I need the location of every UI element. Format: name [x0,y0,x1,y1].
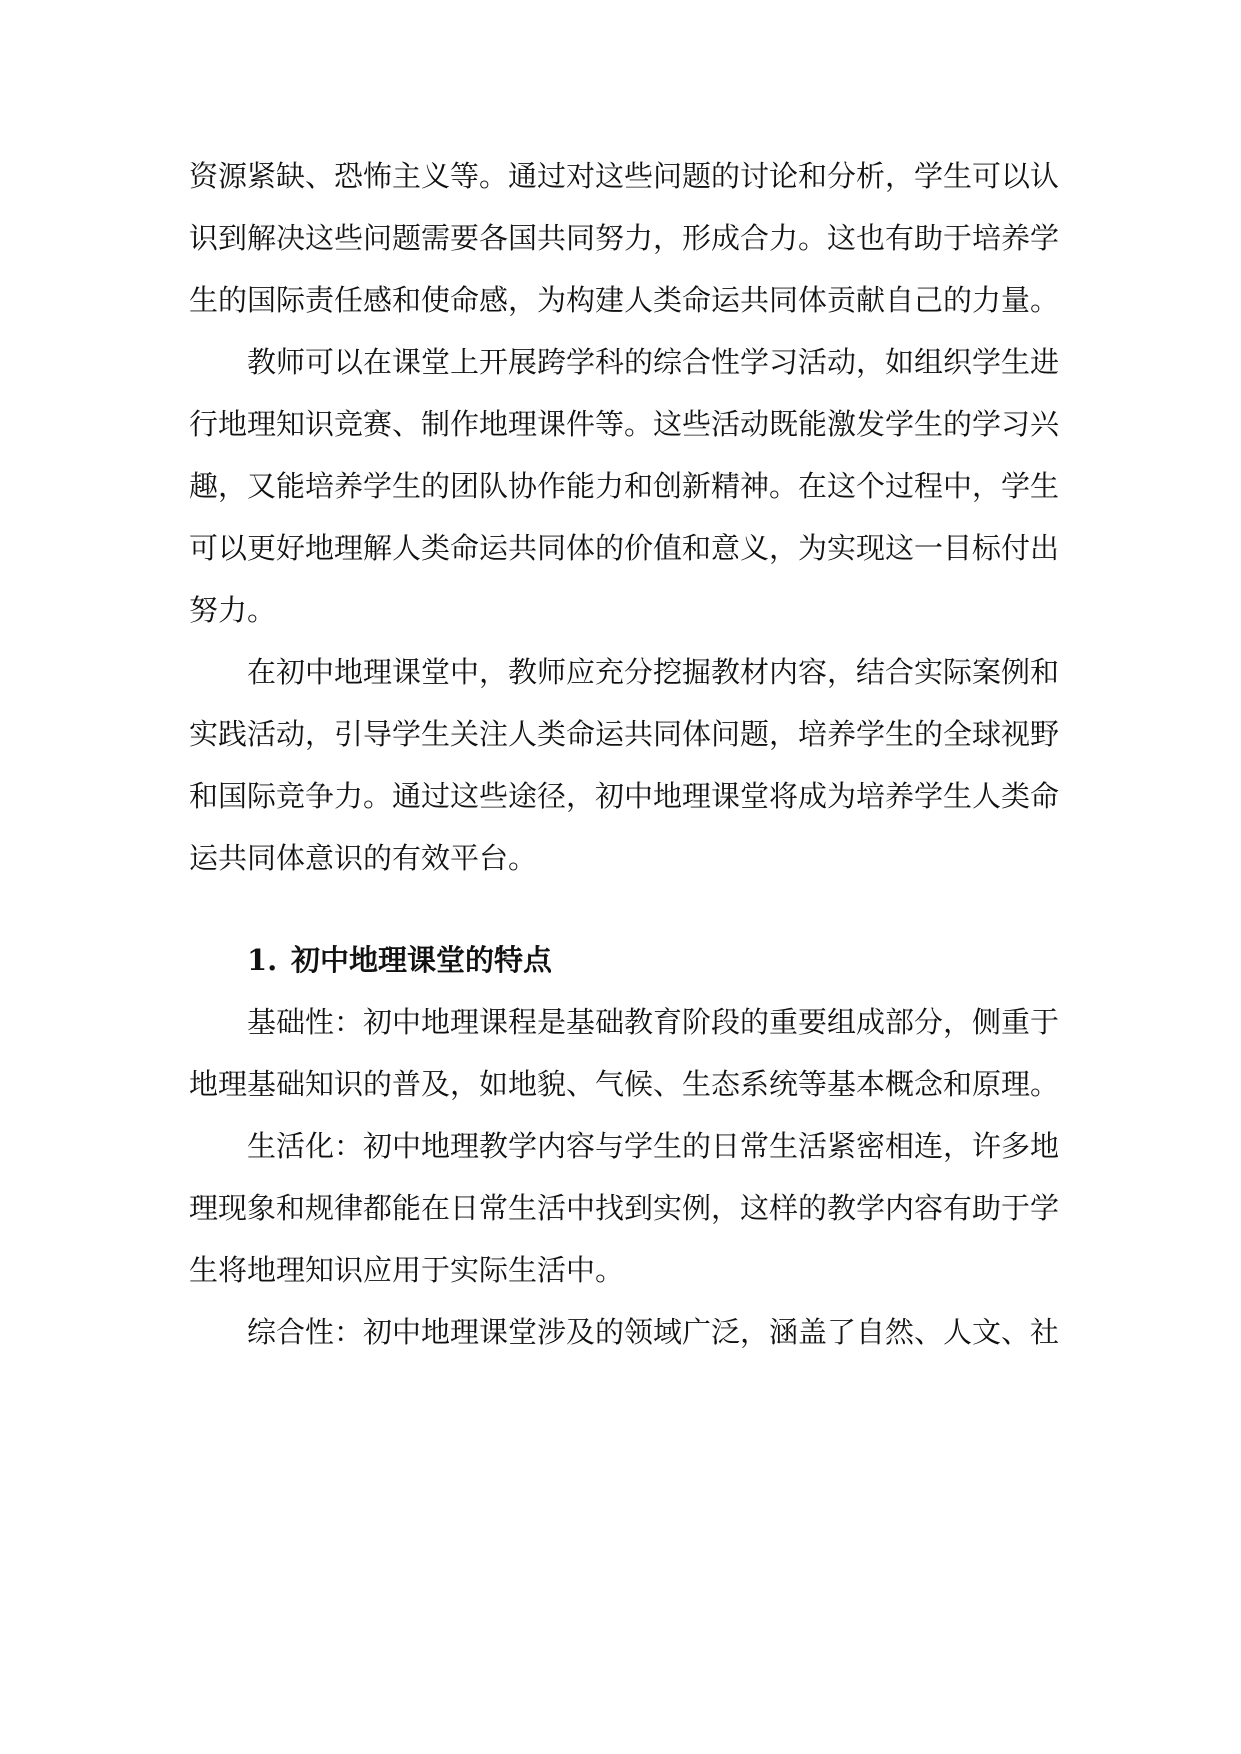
text-line: 努力。 [189,593,277,627]
paragraph [189,641,1059,889]
text-line: 可以更好地理解人类命运共同体的价值和意义，为实现这一目标付出 [189,531,1060,565]
section-heading [189,929,1059,991]
section-number: 1. [247,943,278,977]
text-line: 生的国际责任感和使命感，为构建人类命运共同体贡献自己的力量。 [189,283,1060,317]
paragraph [189,331,1059,641]
paragraph [189,991,1059,1115]
text-line: 理现象和规律都能在日常生活中找到实例，这样的教学内容有助于学 [189,1191,1060,1225]
text-line: 资源紧缺、恐怖主义等。通过对这些问题的讨论和分析，学生可以认 [189,159,1060,193]
document-body [189,145,1059,1363]
text-line: 地理基础知识的普及，如地貌、气候、生态系统等基本概念和原理。 [189,1067,1060,1101]
text-line: 识到解决这些问题需要各国共同努力，形成合力。这也有助于培养学 [189,221,1060,255]
text-line: 运共同体意识的有效平台。 [189,841,538,875]
text-line: 生将地理知识应用于实际生活中。 [189,1253,625,1287]
text-line: 生活化：初中地理教学内容与学生的日常生活紧密相连，许多地 [247,1129,1060,1163]
text-line: 和国际竞争力。通过这些途径，初中地理课堂将成为培养学生人类命 [189,779,1060,813]
paragraph [189,145,1059,331]
text-line: 趣，又能培养学生的团队协作能力和创新精神。在这个过程中，学生 [189,469,1060,503]
paragraph [189,1115,1059,1301]
text-line: 实践活动，引导学生关注人类命运共同体问题，培养学生的全球视野 [189,717,1060,751]
text-line: 综合性：初中地理课堂涉及的领域广泛，涵盖了自然、人文、社 [247,1315,1060,1349]
text-line: 行地理知识竞赛、制作地理课件等。这些活动既能激发学生的学习兴 [189,407,1060,441]
paragraph [189,1301,1059,1363]
text-line: 在初中地理课堂中，教师应充分挖掘教材内容，结合实际案例和 [247,655,1060,689]
section-title: 初中地理课堂的特点 [291,943,553,977]
text-line: 教师可以在课堂上开展跨学科的综合性学习活动，如组织学生进 [247,345,1060,379]
text-line: 基础性：初中地理课程是基础教育阶段的重要组成部分，侧重于 [247,1005,1060,1039]
